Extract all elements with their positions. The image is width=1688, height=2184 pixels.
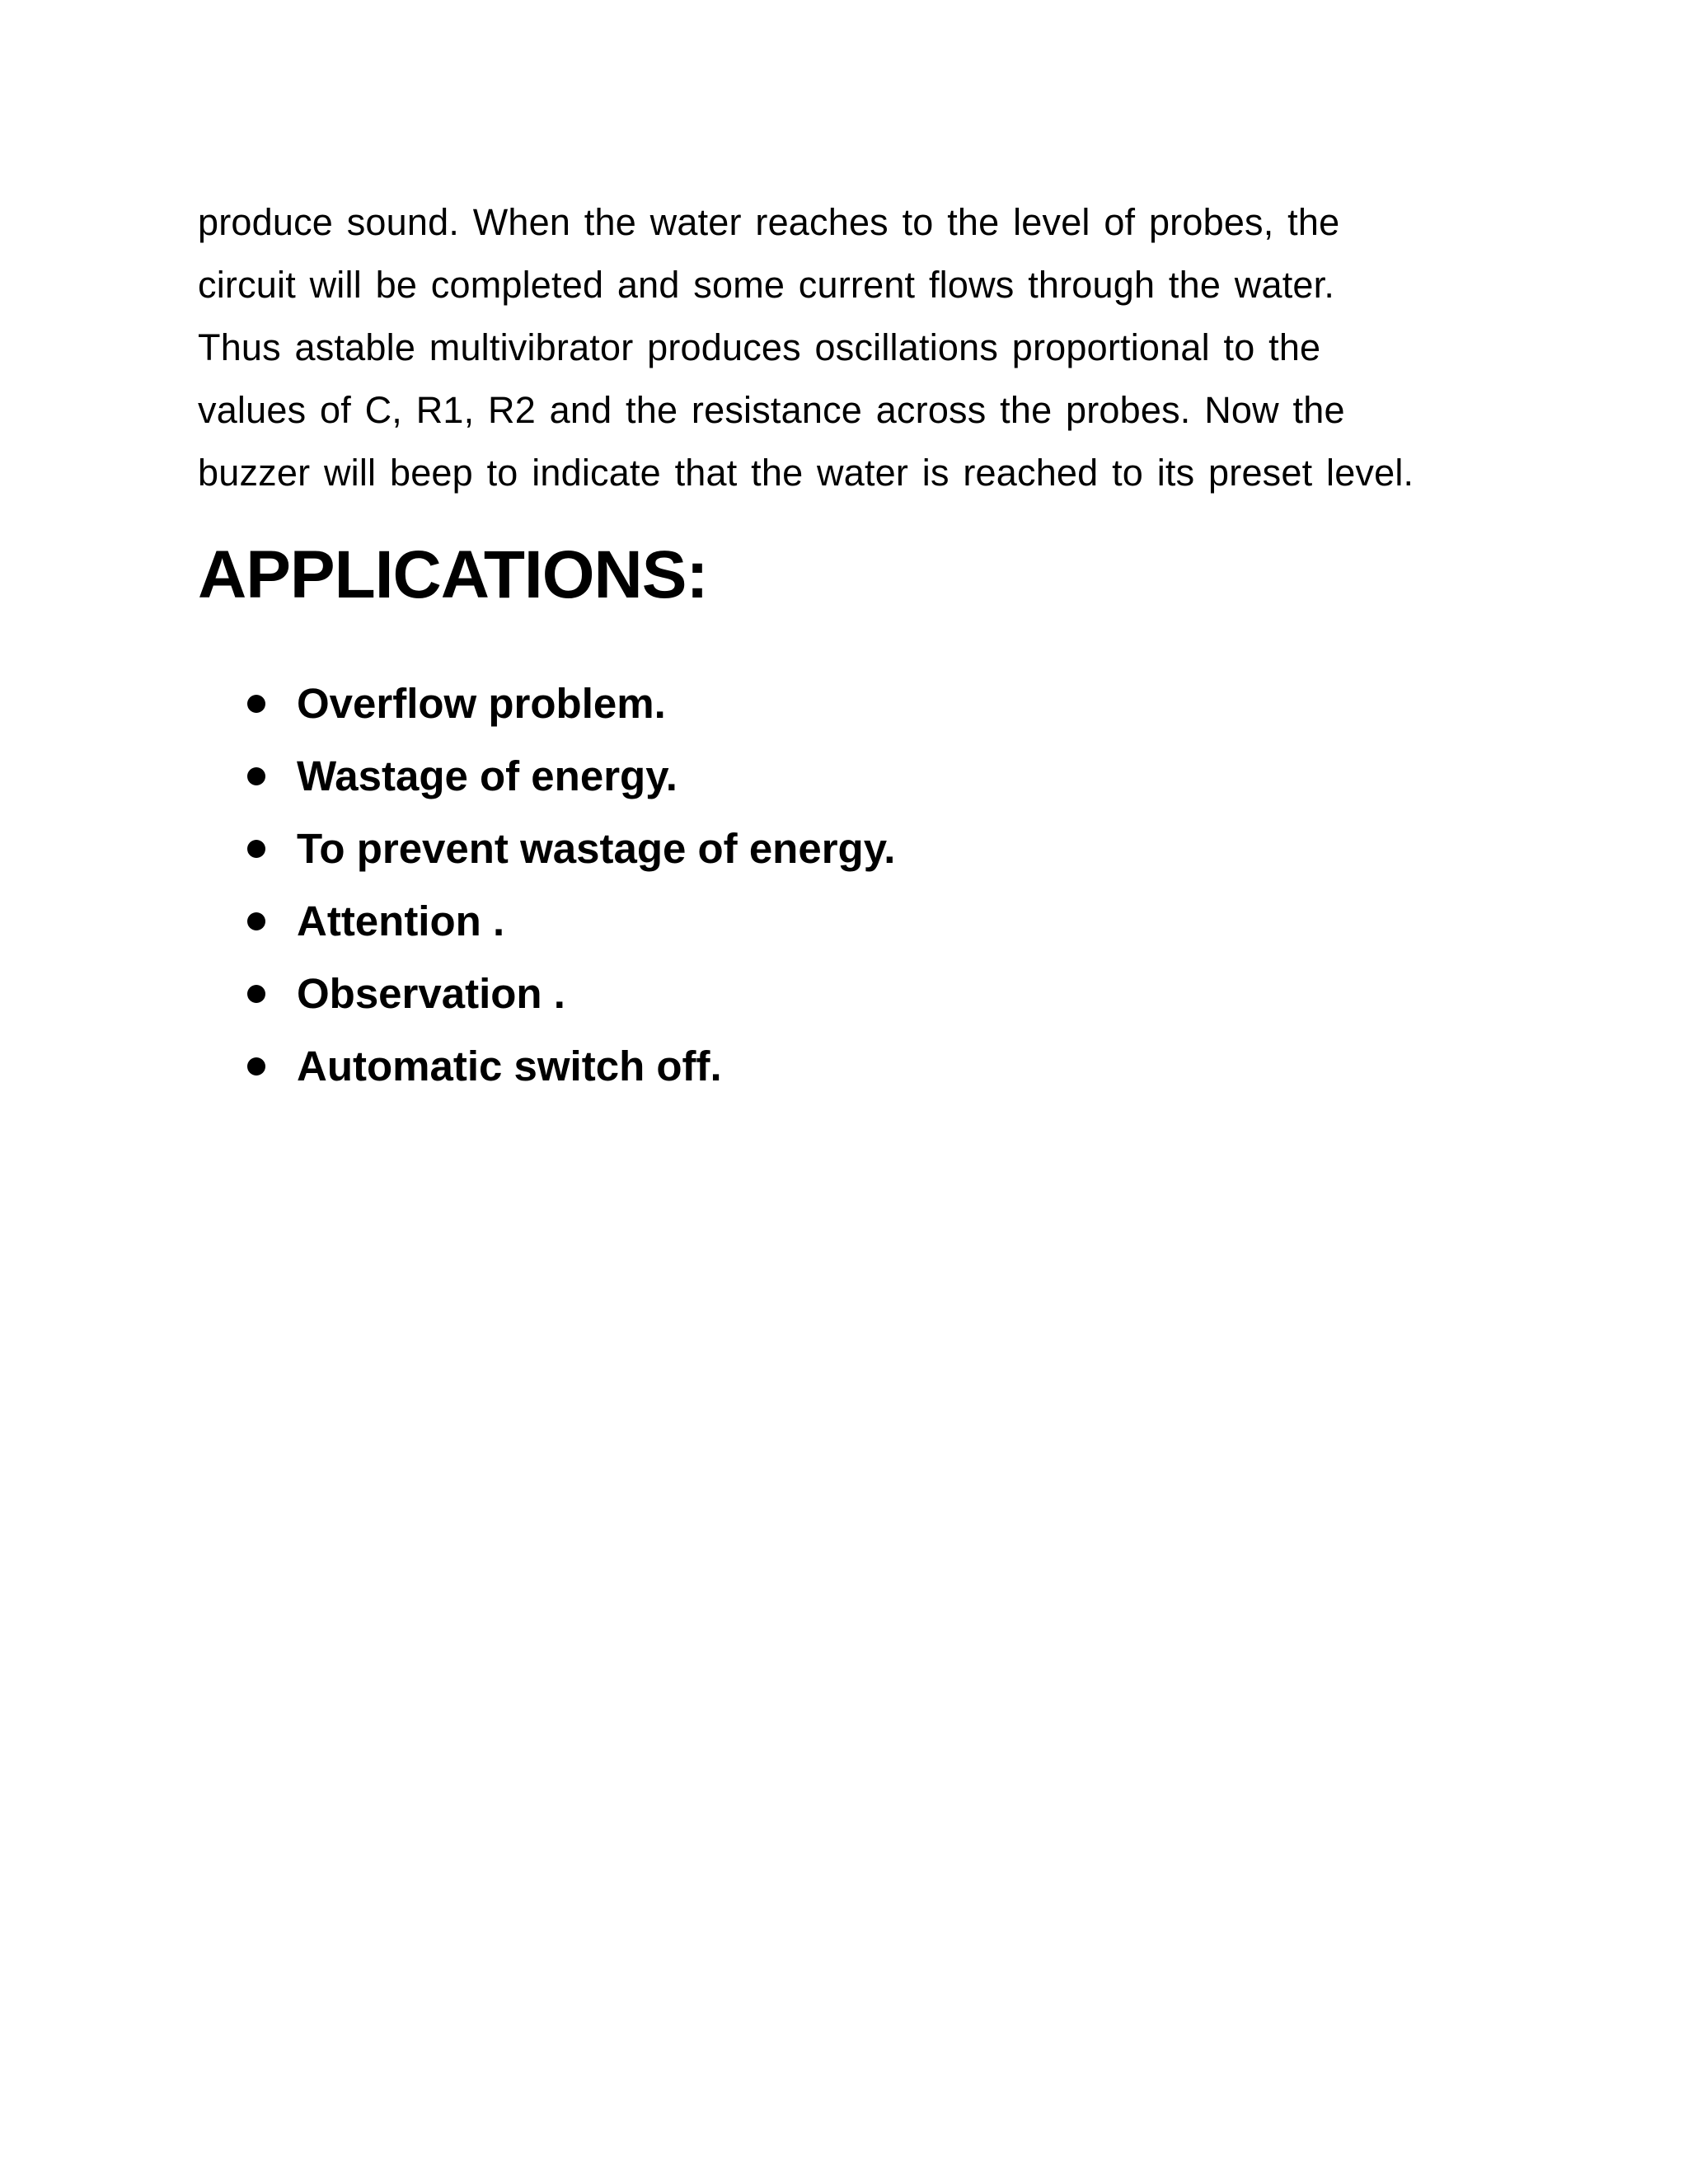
list-item — [247, 740, 895, 813]
list-item-text: Overflow problem. — [297, 680, 666, 727]
section-heading: APPLICATIONS: — [198, 537, 708, 612]
bullet-icon — [247, 985, 265, 1003]
paragraph-line: values of C, R1, R2 and the resistance across the probes. Now the — [198, 389, 1345, 431]
list-item-text: Observation . — [297, 970, 565, 1017]
paragraph-line: circuit will be completed and some current flows through the water. — [198, 264, 1335, 306]
paragraph-line: produce sound. When the water reaches to the level of probes, the — [198, 201, 1340, 243]
bullet-icon — [247, 767, 265, 785]
bullet-icon — [247, 1057, 265, 1076]
list-item — [247, 958, 895, 1030]
list-item — [247, 813, 895, 885]
paragraph-line: buzzer will beep to indicate that the water is reached to its preset level. — [198, 452, 1414, 494]
bullet-icon — [247, 840, 265, 858]
applications-list — [247, 668, 895, 1103]
paragraph-line: Thus astable multivibrator produces oscillations proportional to the — [198, 326, 1321, 368]
list-item-text: Wastage of energy. — [297, 752, 678, 799]
list-item — [247, 668, 895, 740]
list-item-text: Attention . — [297, 898, 505, 944]
list-item-text: To prevent wastage of energy. — [297, 825, 896, 872]
list-item — [247, 885, 895, 958]
list-item-text: Automatic switch off. — [297, 1043, 722, 1090]
bullet-icon — [247, 695, 265, 713]
list-item — [247, 1030, 895, 1103]
bullet-icon — [247, 912, 265, 930]
body-paragraph — [198, 191, 1533, 504]
